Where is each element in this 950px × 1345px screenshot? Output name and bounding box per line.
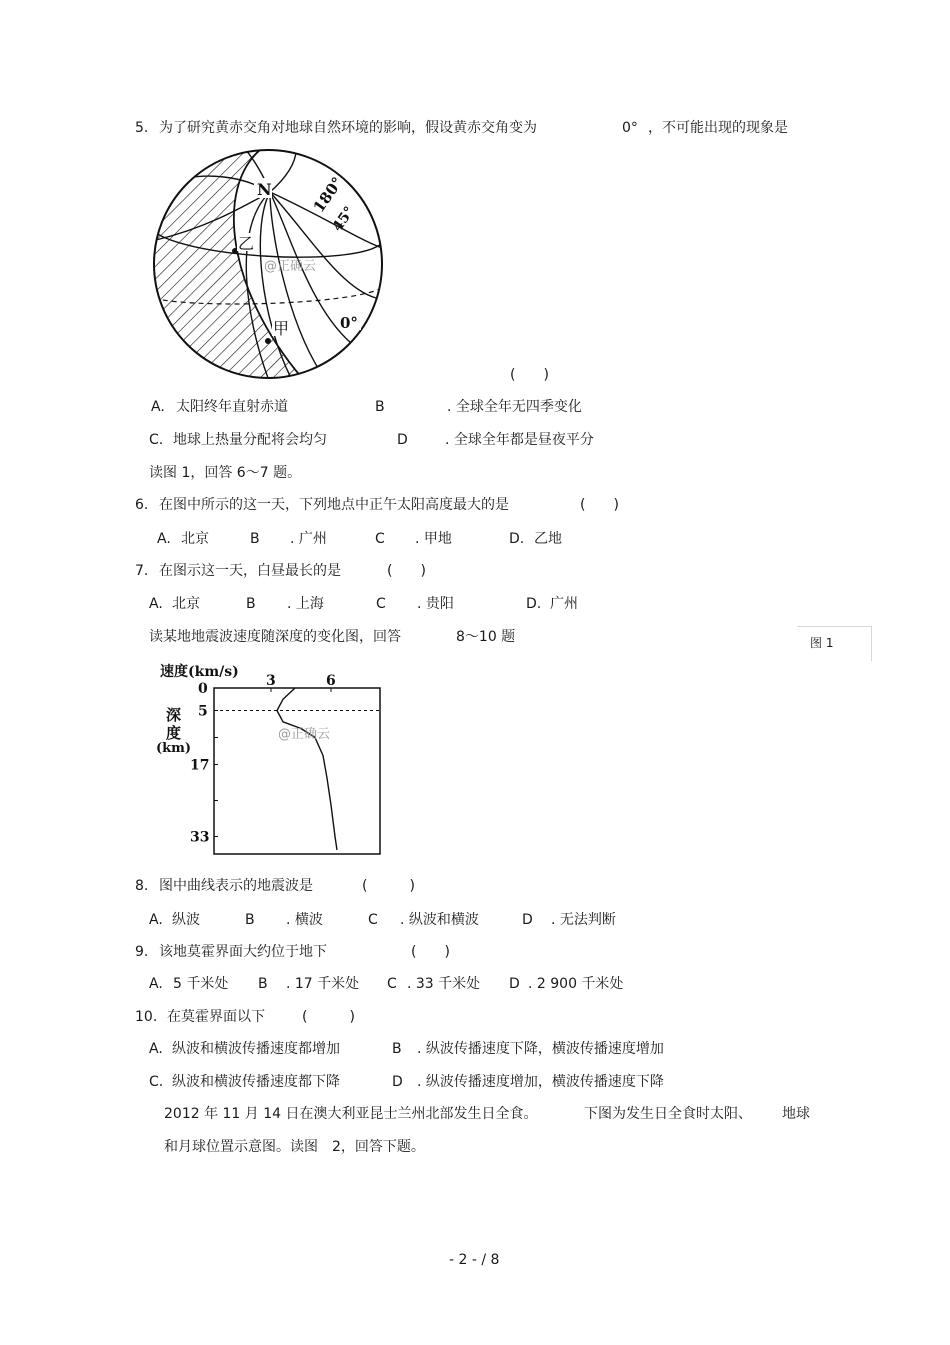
question-number: 10. [135, 1009, 158, 1025]
paragraph-text: 2012 年 11 月 14 日在澳大利亚昆士兰州北部发生日全食。 [164, 1106, 538, 1122]
option-text: . 2 900 千米处 [528, 976, 624, 992]
option-text: 乙地 [534, 531, 562, 547]
option-text: . 纵波和横波 [400, 912, 479, 928]
answer-paren: ( ) [387, 563, 426, 579]
point-jia [265, 338, 271, 344]
figure-1-label: 图 1 [810, 636, 834, 650]
question-text: 在图中所示的这一天，下列地点中正午太阳高度最大的是 [159, 497, 509, 513]
option-letter: B [246, 596, 256, 612]
option-letter: B [375, 399, 385, 415]
yi-label: 乙 [238, 234, 255, 253]
option-text: 太阳终年直射赤道 [176, 399, 288, 415]
instruction-text: 读某地地震波速度随深度的变化图，回答 [149, 629, 401, 645]
seismic-chart [150, 660, 390, 860]
zero-label: 0° [340, 314, 358, 332]
answer-paren: ( ) [411, 944, 450, 960]
y-tick-label: 5 [198, 703, 208, 720]
option-letter: B [250, 531, 260, 547]
jia-label: 甲 [273, 319, 290, 338]
question-number: 9. [135, 944, 149, 960]
option-text: 5 千米处 [173, 976, 229, 992]
north-label: N [257, 180, 272, 199]
question-text: 该地莫霍界面大约位于地下 [159, 944, 327, 960]
instruction-text: 读图 1，回答 6～7 题。 [149, 465, 302, 481]
option-letter: B [392, 1041, 402, 1057]
option-letter: B [258, 976, 268, 992]
option-text: 北京 [172, 596, 200, 612]
option-letter: B [245, 912, 255, 928]
option-text: . 横波 [286, 912, 323, 928]
answer-paren: ( ) [580, 497, 619, 513]
option-letter: A. [157, 531, 171, 547]
option-text: 纵波和横波传播速度都增加 [172, 1041, 340, 1057]
option-text: . 甲地 [415, 531, 452, 547]
depth-axis-label-1: 深 [166, 706, 182, 724]
option-letter: A. [149, 912, 163, 928]
question-number: 8. [135, 878, 149, 894]
option-letter: C. [149, 432, 164, 448]
y-tick-label: 0 [198, 681, 208, 697]
question-text: 为了研究黄赤交角对地球自然环境的影响，假设黄赤交角变为 [159, 120, 537, 136]
option-letter: C [376, 596, 386, 612]
option-text: 地球上热量分配将会均匀 [173, 432, 327, 448]
answer-paren: ( ) [362, 878, 415, 894]
option-text: 广州 [550, 596, 578, 612]
question-number: 7. [135, 563, 149, 579]
option-letter: D [397, 432, 408, 448]
paragraph-text: 地球 [782, 1106, 810, 1122]
depth-axis-unit: (km) [156, 741, 192, 756]
plot-frame [214, 688, 380, 854]
question-number: 5. [135, 120, 149, 136]
y-tick-label: 17 [190, 757, 210, 774]
option-text: . 纵波传播速度增加，横波传播速度下降 [417, 1074, 664, 1090]
instruction-range: 8～10 题 [456, 629, 516, 645]
option-letter: D. [509, 531, 525, 547]
option-letter: D [392, 1074, 403, 1090]
question-text: 在图示这一天，白昼最长的是 [159, 563, 341, 579]
option-letter: A. [149, 596, 163, 612]
question-text: 图中曲线表示的地震波是 [159, 878, 313, 894]
answer-paren: ( ) [510, 367, 549, 383]
globe-figure [146, 148, 390, 380]
option-letter: D [522, 912, 533, 928]
option-text: 纵波 [172, 912, 200, 928]
meridian [270, 150, 296, 192]
option-text: . 33 千米处 [407, 976, 481, 992]
option-text: . 无法判断 [551, 912, 616, 928]
option-letter: C. [149, 1074, 164, 1090]
x-tick-label: 6 [326, 673, 336, 689]
option-letter: C [375, 531, 385, 547]
option-letter: A. [151, 399, 165, 415]
option-text: . 广州 [290, 531, 327, 547]
lat-45-label: 45° [329, 203, 358, 235]
speed-axis-label: 速度(km/s) [160, 664, 239, 680]
option-text: . 全球全年都是昼夜平分 [445, 432, 594, 448]
paragraph-text: 和月球位置示意图。读图 2，回答下题。 [164, 1139, 425, 1155]
option-text: 北京 [181, 531, 209, 547]
watermark: @正确云 [264, 259, 317, 274]
question-angle: 0° [622, 120, 638, 136]
x-tick-label: 3 [266, 673, 276, 689]
answer-paren: ( ) [302, 1009, 355, 1025]
paragraph-text: 下图为发生日全食时太阳、 [584, 1106, 752, 1122]
page-number: - 2 - / 8 [449, 1252, 500, 1268]
y-tick-label: 33 [190, 829, 210, 846]
watermark: @正确云 [278, 727, 331, 742]
question-text: 在莫霍界面以下 [167, 1009, 265, 1025]
option-letter: C [387, 976, 397, 992]
option-text: . 纵波传播速度下降，横波传播速度增加 [417, 1041, 664, 1057]
option-text: 纵波和横波传播速度都下降 [172, 1074, 340, 1090]
option-letter: A. [149, 976, 163, 992]
option-letter: D [509, 976, 520, 992]
option-text: . 17 千米处 [286, 976, 360, 992]
option-letter: D. [526, 596, 542, 612]
option-text: . 上海 [287, 596, 324, 612]
figure-1-label-box [797, 626, 872, 661]
lon-180-label: 180° [309, 173, 347, 216]
option-letter: C [368, 912, 378, 928]
question-text-tail: ，不可能出现的现象是 [648, 120, 788, 136]
depth-axis-label-2: 度 [166, 724, 182, 742]
option-letter: A. [149, 1041, 163, 1057]
option-text: . 贵阳 [417, 596, 454, 612]
question-number: 6. [135, 497, 149, 513]
velocity-curve [277, 688, 337, 850]
option-text: . 全球全年无四季变化 [447, 399, 582, 415]
